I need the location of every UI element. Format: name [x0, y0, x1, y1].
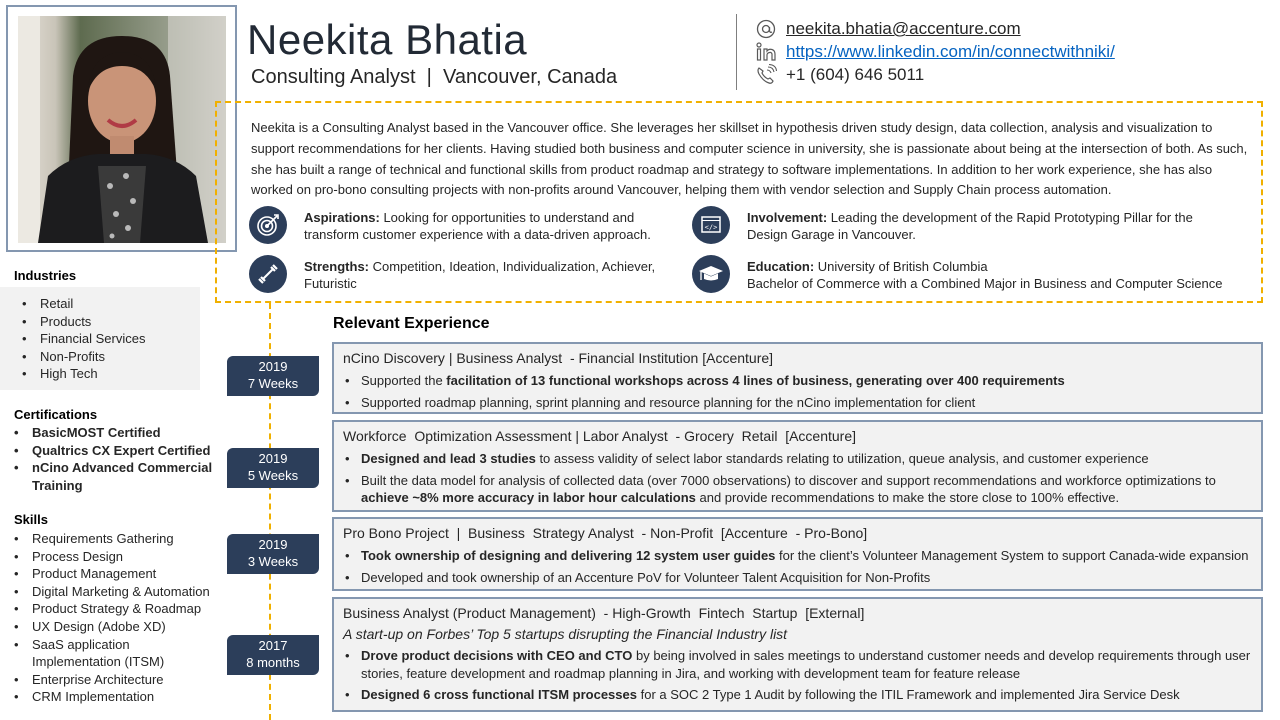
certification-item: • Qualtrics CX Expert Certified: [14, 442, 214, 460]
certifications-heading: Certifications: [14, 407, 98, 422]
skill-item: • Digital Marketing & Automation: [14, 583, 229, 601]
involvement-text: Leading the development of the Rapid Prototyping Pillar for the Design Garage in Vancouver.: [747, 210, 1193, 242]
skill-item: • Enterprise Architecture: [14, 671, 229, 689]
skill-item: • CRM Implementation: [14, 688, 229, 706]
experience-bullet: • Supported the facilitation of 13 functional workshops across 4 lines of business, generating over 400 requirements: [343, 372, 1253, 390]
education-school: University of British Columbia: [814, 259, 988, 274]
date-duration: 7 Weeks: [247, 375, 299, 391]
date-duration: 8 months: [246, 654, 300, 670]
experience-bullet: • Drove product decisions with CEO and CTO by being involved in sales meetings to understand customer needs and develop requirements through user stories, feature development and roadmap planning in Jira, and working with development team for feature release: [343, 647, 1253, 682]
skill-item: • SaaS application Implementation (ITSM): [14, 636, 174, 671]
experience-heading-line: Workforce Optimization Assessment | Labor Analyst - Grocery Retail [Accenture]: [343, 428, 857, 444]
education-block: [692, 255, 1252, 293]
skill-item: • Process Design: [14, 548, 229, 566]
experience-bullet: • Took ownership of designing and delivering 12 system user guides for the client’s Volunteer Management System to support Canada-wide expansion: [343, 547, 1253, 565]
contact-phone-row: [754, 64, 924, 86]
date-year: 2017: [258, 638, 288, 653]
dumbbell-icon: [249, 255, 287, 293]
experience-bullet: • Developed and took ownership of an Accenture PoV for Volunteer Talent Acquisition for Non-Profits: [343, 569, 1253, 587]
linkedin-link[interactable]: https://www.linkedin.com/in/connectwithniki/: [786, 42, 1115, 61]
education-label: Education:: [747, 259, 815, 274]
candidate-subtitle: Consulting Analyst | Vancouver, Canada: [251, 66, 618, 88]
contact-linkedin-row: [754, 41, 1115, 63]
experience-bullet: • Designed 6 cross functional ITSM processes for a SOC 2 Type 1 Audit by following the ITIL Framework and implemented Jira Service Desk: [343, 686, 1253, 704]
experience-card: [332, 420, 1263, 512]
code-window-icon: [692, 206, 730, 244]
date-duration: 5 Weeks: [247, 467, 299, 483]
skill-item: • Requirements Gathering: [14, 530, 229, 548]
summary-text: Neekita is a Consulting Analyst based in the Vancouver office. She leverages her skillset in hypothesis driven study design, data collection, analysis and visualization to support recommendations for her clients. Having studied both business and computer science in university, she is passionate about being at the intersection of both. As such, she has built a range of technical and functional skills from product roadmap and strategy to software implementations. In addition to her work experience, she has also worked on pro-bono consulting projects with non-profits around Vancouver, helping them with vendor selection and Supply Chain process automation.: [251, 120, 1248, 198]
aspirations-text: Looking for opportunities to understand and transform customer experience with a data-driven approach.: [304, 210, 651, 242]
strengths-text: Competition, Ideation, Individualization, Achiever, Futuristic: [304, 259, 656, 291]
industry-item: • Financial Services: [14, 330, 146, 348]
skill-item: • Product Strategy & Roadmap: [14, 600, 229, 618]
strengths-block: [249, 255, 679, 293]
experience-card: [332, 517, 1263, 591]
date-badge: [227, 356, 319, 396]
skills-heading: Skills: [14, 512, 48, 527]
industry-item: • High Tech: [14, 365, 146, 383]
at-sign-icon: [754, 18, 778, 40]
experience-bullet: • Supported roadmap planning, sprint planning and resource planning for the nCino implementation for client: [343, 394, 1253, 412]
strengths-label: Strengths:: [304, 259, 369, 274]
experience-bullet: • Built the data model for analysis of collected data (over 7000 observations) to discover and support recommendations and workforce optimizations to achieve ~8% more accuracy in labor hour calculations and provide recommendations to make the store close to 100% effective.: [343, 472, 1253, 507]
skill-item: • Product Management: [14, 565, 229, 583]
involvement-label: Involvement:: [747, 210, 828, 225]
skills-list: [14, 530, 229, 706]
education-degree: Bachelor of Commerce with a Combined Major in Business and Computer Science: [747, 276, 1223, 291]
experience-bullet: • Designed and lead 3 studies to assess validity of select labor standards relating to utilization, queue analysis, and customer experience: [343, 450, 1253, 468]
experience-subheading: A start-up on Forbes’ Top 5 startups disrupting the Financial Industry list: [343, 626, 788, 642]
phone-number: +1 (604) 646 5011: [786, 65, 925, 84]
email-link[interactable]: neekita.bhatia@accenture.com: [786, 19, 1021, 38]
linkedin-icon: [754, 41, 778, 63]
experience-heading-line: Pro Bono Project | Business Strategy Analyst - Non-Profit [Accenture - Pro-Bono]: [343, 525, 868, 541]
contact-email-row: [754, 18, 1021, 40]
profile-photo: [18, 16, 226, 243]
experience-heading-line: Business Analyst (Product Management) - High-Growth Fintech Startup [External]: [343, 605, 865, 621]
date-badge: [227, 448, 319, 488]
experience-heading-line: nCino Discovery | Business Analyst - Financial Institution [Accenture]: [343, 350, 774, 366]
date-year: 2019: [258, 359, 288, 374]
portrait-illustration: [18, 16, 226, 243]
date-year: 2019: [258, 451, 288, 466]
date-badge: [227, 635, 319, 675]
graduation-cap-icon: [692, 255, 730, 293]
experience-card: [332, 342, 1263, 414]
industry-item: • Non-Profits: [14, 348, 146, 366]
certification-item: • BasicMOST Certified: [14, 424, 214, 442]
skill-item: • UX Design (Adobe XD): [14, 618, 229, 636]
industry-item: • Retail: [14, 295, 146, 313]
date-badge: [227, 534, 319, 574]
industries-list: [14, 295, 146, 383]
date-duration: 3 Weeks: [247, 553, 299, 569]
date-year: 2019: [258, 537, 288, 552]
phone-icon: [754, 64, 778, 86]
aspirations-label: Aspirations:: [304, 210, 380, 225]
candidate-name: Neekita Bhatia: [247, 16, 528, 63]
industry-item: • Products: [14, 313, 146, 331]
svg-text:</>: </>: [704, 223, 718, 232]
aspirations-block: [249, 206, 679, 244]
experience-heading: Relevant Experience: [333, 315, 490, 332]
contact-divider: [736, 14, 737, 90]
certifications-list: [14, 424, 214, 494]
target-icon: [249, 206, 287, 244]
certification-item: • nCino Advanced Commercial Training: [14, 459, 214, 494]
profile-photo-frame: [6, 5, 237, 252]
involvement-block: [692, 206, 1232, 244]
industries-heading: Industries: [14, 268, 77, 283]
experience-card: [332, 597, 1263, 712]
